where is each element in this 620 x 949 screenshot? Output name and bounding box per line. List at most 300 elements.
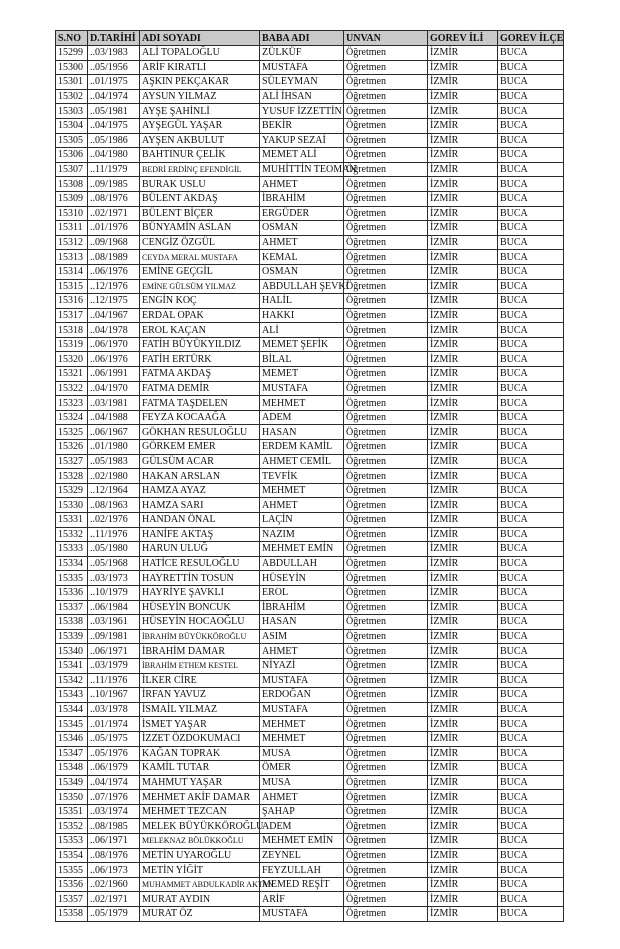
cell-title: Öğretmen bbox=[344, 702, 428, 717]
table-row bbox=[56, 527, 564, 542]
cell-district: BUCA bbox=[498, 819, 564, 834]
cell-name: BEDRİ ERDİNÇ EFENDİGİL bbox=[140, 162, 260, 177]
cell-title: Öğretmen bbox=[344, 206, 428, 221]
cell-sno: 15338 bbox=[56, 615, 88, 630]
cell-title: Öğretmen bbox=[344, 542, 428, 557]
cell-title: Öğretmen bbox=[344, 513, 428, 528]
cell-province: İZMİR bbox=[428, 177, 498, 192]
table-row bbox=[56, 89, 564, 104]
cell-date: ..03/1981 bbox=[88, 396, 140, 411]
cell-date: ..12/1976 bbox=[88, 279, 140, 294]
cell-father-name: ŞAHAP bbox=[260, 804, 344, 819]
cell-sno: 15320 bbox=[56, 352, 88, 367]
table-row bbox=[56, 177, 564, 192]
cell-date: ..03/1979 bbox=[88, 658, 140, 673]
cell-title: Öğretmen bbox=[344, 60, 428, 75]
cell-sno: 15301 bbox=[56, 75, 88, 90]
table-row bbox=[56, 702, 564, 717]
cell-province: İZMİR bbox=[428, 702, 498, 717]
cell-province: İZMİR bbox=[428, 834, 498, 849]
cell-district: BUCA bbox=[498, 775, 564, 790]
cell-date: ..08/1976 bbox=[88, 848, 140, 863]
table-row bbox=[56, 191, 564, 206]
table-row bbox=[56, 746, 564, 761]
cell-title: Öğretmen bbox=[344, 615, 428, 630]
table-row bbox=[56, 469, 564, 484]
cell-district: BUCA bbox=[498, 279, 564, 294]
cell-sno: 15313 bbox=[56, 250, 88, 265]
cell-province: İZMİR bbox=[428, 848, 498, 863]
cell-father-name: AHMET bbox=[260, 790, 344, 805]
cell-title: Öğretmen bbox=[344, 892, 428, 907]
cell-sno: 15356 bbox=[56, 877, 88, 892]
cell-date: ..05/1968 bbox=[88, 556, 140, 571]
cell-sno: 15308 bbox=[56, 177, 88, 192]
cell-date: ..04/1974 bbox=[88, 89, 140, 104]
cell-sno: 15312 bbox=[56, 235, 88, 250]
table-row bbox=[56, 629, 564, 644]
cell-name: MURAT AYDIN bbox=[140, 892, 260, 907]
cell-date: ..02/1971 bbox=[88, 206, 140, 221]
cell-date: ..10/1979 bbox=[88, 585, 140, 600]
cell-father-name: MEHMET bbox=[260, 396, 344, 411]
cell-father-name: ZÜLKÜF bbox=[260, 46, 344, 61]
header-district: GOREV İLÇE bbox=[498, 31, 564, 46]
cell-province: İZMİR bbox=[428, 775, 498, 790]
cell-district: BUCA bbox=[498, 513, 564, 528]
cell-name: ENGİN KOÇ bbox=[140, 294, 260, 309]
cell-sno: 15299 bbox=[56, 46, 88, 61]
cell-title: Öğretmen bbox=[344, 834, 428, 849]
cell-province: İZMİR bbox=[428, 352, 498, 367]
cell-name: İZZET ÖZDOKUMACI bbox=[140, 731, 260, 746]
cell-sno: 15342 bbox=[56, 673, 88, 688]
personnel-table bbox=[55, 30, 564, 922]
cell-district: BUCA bbox=[498, 731, 564, 746]
cell-sno: 15358 bbox=[56, 907, 88, 922]
cell-name: METİN UYAROĞLU bbox=[140, 848, 260, 863]
cell-province: İZMİR bbox=[428, 206, 498, 221]
cell-sno: 15328 bbox=[56, 469, 88, 484]
cell-title: Öğretmen bbox=[344, 775, 428, 790]
cell-date: ..11/1976 bbox=[88, 673, 140, 688]
cell-province: İZMİR bbox=[428, 381, 498, 396]
cell-district: BUCA bbox=[498, 410, 564, 425]
cell-district: BUCA bbox=[498, 658, 564, 673]
cell-father-name: HASAN bbox=[260, 615, 344, 630]
cell-name: HAKAN ARSLAN bbox=[140, 469, 260, 484]
table-row bbox=[56, 206, 564, 221]
cell-sno: 15314 bbox=[56, 264, 88, 279]
cell-sno: 15333 bbox=[56, 542, 88, 557]
cell-father-name: ERDEM KAMİL bbox=[260, 440, 344, 455]
cell-title: Öğretmen bbox=[344, 688, 428, 703]
cell-district: BUCA bbox=[498, 177, 564, 192]
cell-father-name: YAKUP SEZAİ bbox=[260, 133, 344, 148]
cell-date: ..09/1985 bbox=[88, 177, 140, 192]
cell-sno: 15336 bbox=[56, 585, 88, 600]
cell-father-name: HALİL bbox=[260, 294, 344, 309]
cell-province: İZMİR bbox=[428, 279, 498, 294]
cell-date: ..12/1964 bbox=[88, 483, 140, 498]
cell-province: İZMİR bbox=[428, 294, 498, 309]
cell-father-name: AHMET bbox=[260, 177, 344, 192]
cell-sno: 15346 bbox=[56, 731, 88, 746]
cell-date: ..05/1981 bbox=[88, 104, 140, 119]
cell-sno: 15317 bbox=[56, 308, 88, 323]
cell-province: İZMİR bbox=[428, 337, 498, 352]
cell-father-name: MEMED REŞİT bbox=[260, 877, 344, 892]
cell-province: İZMİR bbox=[428, 892, 498, 907]
cell-date: ..02/1976 bbox=[88, 513, 140, 528]
cell-date: ..04/1978 bbox=[88, 323, 140, 338]
table-row bbox=[56, 410, 564, 425]
table-row bbox=[56, 717, 564, 732]
cell-province: İZMİR bbox=[428, 118, 498, 133]
cell-name: HARUN ULUĞ bbox=[140, 542, 260, 557]
cell-province: İZMİR bbox=[428, 644, 498, 659]
cell-province: İZMİR bbox=[428, 191, 498, 206]
cell-father-name: MUSTAFA bbox=[260, 673, 344, 688]
table-row bbox=[56, 337, 564, 352]
cell-province: İZMİR bbox=[428, 688, 498, 703]
cell-title: Öğretmen bbox=[344, 337, 428, 352]
cell-date: ..06/1976 bbox=[88, 264, 140, 279]
cell-father-name: MUSTAFA bbox=[260, 907, 344, 922]
cell-father-name: EROL bbox=[260, 585, 344, 600]
cell-province: İZMİR bbox=[428, 513, 498, 528]
cell-province: İZMİR bbox=[428, 571, 498, 586]
cell-title: Öğretmen bbox=[344, 717, 428, 732]
cell-district: BUCA bbox=[498, 907, 564, 922]
cell-father-name: AHMET CEMİL bbox=[260, 454, 344, 469]
cell-father-name: AHMET bbox=[260, 644, 344, 659]
cell-name: İBRAHİM ETHEM KESTEL bbox=[140, 658, 260, 673]
cell-date: ..03/1961 bbox=[88, 615, 140, 630]
cell-father-name: KEMAL bbox=[260, 250, 344, 265]
cell-district: BUCA bbox=[498, 337, 564, 352]
cell-province: İZMİR bbox=[428, 264, 498, 279]
cell-district: BUCA bbox=[498, 440, 564, 455]
cell-district: BUCA bbox=[498, 294, 564, 309]
table-row bbox=[56, 381, 564, 396]
cell-title: Öğretmen bbox=[344, 585, 428, 600]
cell-title: Öğretmen bbox=[344, 790, 428, 805]
cell-date: ..01/1975 bbox=[88, 75, 140, 90]
cell-province: İZMİR bbox=[428, 133, 498, 148]
cell-province: İZMİR bbox=[428, 454, 498, 469]
cell-sno: 15302 bbox=[56, 89, 88, 104]
cell-father-name: BİLAL bbox=[260, 352, 344, 367]
cell-name: FATİH BÜYÜKYILDIZ bbox=[140, 337, 260, 352]
cell-father-name: MUSTAFA bbox=[260, 60, 344, 75]
cell-name: MAHMUT YAŞAR bbox=[140, 775, 260, 790]
cell-name: AYŞEGÜL YAŞAR bbox=[140, 118, 260, 133]
table-row bbox=[56, 148, 564, 163]
cell-father-name: HAKKI bbox=[260, 308, 344, 323]
cell-date: ..04/1974 bbox=[88, 775, 140, 790]
cell-father-name: ABDULLAH ŞEVKİ bbox=[260, 279, 344, 294]
cell-father-name: İBRAHİM bbox=[260, 600, 344, 615]
cell-father-name: ABDULLAH bbox=[260, 556, 344, 571]
cell-district: BUCA bbox=[498, 892, 564, 907]
table-row bbox=[56, 396, 564, 411]
cell-title: Öğretmen bbox=[344, 731, 428, 746]
cell-date: ..04/1980 bbox=[88, 148, 140, 163]
cell-name: HÜSEYİN BONCUK bbox=[140, 600, 260, 615]
cell-district: BUCA bbox=[498, 877, 564, 892]
cell-name: MELEKNAZ BÖLÜKKOĞLU bbox=[140, 834, 260, 849]
table-row bbox=[56, 542, 564, 557]
cell-name: İLKER CİRE bbox=[140, 673, 260, 688]
cell-sno: 15334 bbox=[56, 556, 88, 571]
cell-father-name: MUSA bbox=[260, 746, 344, 761]
cell-district: BUCA bbox=[498, 527, 564, 542]
table-row bbox=[56, 775, 564, 790]
cell-father-name: NAZIM bbox=[260, 527, 344, 542]
cell-name: FATMA AKDAŞ bbox=[140, 367, 260, 382]
cell-name: EMİNE GÜLSÜM YILMAZ bbox=[140, 279, 260, 294]
cell-name: BÜLENT AKDAŞ bbox=[140, 191, 260, 206]
cell-sno: 15322 bbox=[56, 381, 88, 396]
cell-district: BUCA bbox=[498, 585, 564, 600]
cell-name: MELEK BÜYÜKKÖROĞLU bbox=[140, 819, 260, 834]
cell-sno: 15319 bbox=[56, 337, 88, 352]
cell-title: Öğretmen bbox=[344, 804, 428, 819]
table-row bbox=[56, 352, 564, 367]
cell-title: Öğretmen bbox=[344, 410, 428, 425]
table-row bbox=[56, 571, 564, 586]
cell-title: Öğretmen bbox=[344, 454, 428, 469]
cell-sno: 15335 bbox=[56, 571, 88, 586]
cell-sno: 15349 bbox=[56, 775, 88, 790]
cell-title: Öğretmen bbox=[344, 658, 428, 673]
cell-district: BUCA bbox=[498, 556, 564, 571]
cell-province: İZMİR bbox=[428, 75, 498, 90]
cell-date: ..01/1980 bbox=[88, 440, 140, 455]
header-province: GOREV İLİ bbox=[428, 31, 498, 46]
cell-date: ..12/1975 bbox=[88, 294, 140, 309]
cell-name: KAMİL TUTAR bbox=[140, 761, 260, 776]
cell-father-name: BEKİR bbox=[260, 118, 344, 133]
table-row bbox=[56, 323, 564, 338]
cell-district: BUCA bbox=[498, 381, 564, 396]
cell-father-name: ERDOĞAN bbox=[260, 688, 344, 703]
cell-title: Öğretmen bbox=[344, 848, 428, 863]
cell-province: İZMİR bbox=[428, 804, 498, 819]
cell-district: BUCA bbox=[498, 615, 564, 630]
cell-date: ..02/1960 bbox=[88, 877, 140, 892]
cell-sno: 15318 bbox=[56, 323, 88, 338]
table-row bbox=[56, 731, 564, 746]
cell-sno: 15323 bbox=[56, 396, 88, 411]
cell-date: ..10/1967 bbox=[88, 688, 140, 703]
cell-name: MURAT ÖZ bbox=[140, 907, 260, 922]
cell-title: Öğretmen bbox=[344, 863, 428, 878]
cell-title: Öğretmen bbox=[344, 367, 428, 382]
cell-sno: 15321 bbox=[56, 367, 88, 382]
cell-name: EROL KAÇAN bbox=[140, 323, 260, 338]
table-row bbox=[56, 162, 564, 177]
table-row bbox=[56, 221, 564, 236]
cell-title: Öğretmen bbox=[344, 264, 428, 279]
cell-father-name: HÜSEYİN bbox=[260, 571, 344, 586]
cell-father-name: ÖMER bbox=[260, 761, 344, 776]
table-row bbox=[56, 454, 564, 469]
cell-date: ..05/1980 bbox=[88, 542, 140, 557]
cell-name: KAĞAN TOPRAK bbox=[140, 746, 260, 761]
cell-province: İZMİR bbox=[428, 162, 498, 177]
cell-province: İZMİR bbox=[428, 877, 498, 892]
cell-sno: 15309 bbox=[56, 191, 88, 206]
cell-title: Öğretmen bbox=[344, 440, 428, 455]
cell-father-name: ADEM bbox=[260, 410, 344, 425]
cell-district: BUCA bbox=[498, 863, 564, 878]
cell-title: Öğretmen bbox=[344, 425, 428, 440]
cell-name: GÖKHAN RESULOĞLU bbox=[140, 425, 260, 440]
cell-father-name: ARİF bbox=[260, 892, 344, 907]
cell-title: Öğretmen bbox=[344, 221, 428, 236]
cell-name: BURAK USLU bbox=[140, 177, 260, 192]
cell-title: Öğretmen bbox=[344, 761, 428, 776]
cell-sno: 15345 bbox=[56, 717, 88, 732]
cell-province: İZMİR bbox=[428, 235, 498, 250]
cell-province: İZMİR bbox=[428, 250, 498, 265]
header-name: ADI SOYADI bbox=[140, 31, 260, 46]
table-row bbox=[56, 834, 564, 849]
cell-sno: 15347 bbox=[56, 746, 88, 761]
table-row bbox=[56, 75, 564, 90]
cell-sno: 15350 bbox=[56, 790, 88, 805]
cell-province: İZMİR bbox=[428, 790, 498, 805]
cell-name: FEYZA KOCAAĞA bbox=[140, 410, 260, 425]
cell-district: BUCA bbox=[498, 600, 564, 615]
cell-province: İZMİR bbox=[428, 600, 498, 615]
cell-sno: 15304 bbox=[56, 118, 88, 133]
cell-date: ..09/1981 bbox=[88, 629, 140, 644]
cell-district: BUCA bbox=[498, 425, 564, 440]
cell-province: İZMİR bbox=[428, 629, 498, 644]
cell-district: BUCA bbox=[498, 848, 564, 863]
cell-title: Öğretmen bbox=[344, 308, 428, 323]
cell-district: BUCA bbox=[498, 629, 564, 644]
cell-date: ..08/1989 bbox=[88, 250, 140, 265]
cell-sno: 15324 bbox=[56, 410, 88, 425]
cell-sno: 15357 bbox=[56, 892, 88, 907]
cell-date: ..01/1974 bbox=[88, 717, 140, 732]
cell-father-name: LAÇİN bbox=[260, 513, 344, 528]
cell-name: BAHTINUR ÇELİK bbox=[140, 148, 260, 163]
cell-province: İZMİR bbox=[428, 148, 498, 163]
cell-sno: 15348 bbox=[56, 761, 88, 776]
cell-father-name: HASAN bbox=[260, 425, 344, 440]
cell-name: MEHMET AKİF DAMAR bbox=[140, 790, 260, 805]
cell-province: İZMİR bbox=[428, 731, 498, 746]
cell-father-name: MUSA bbox=[260, 775, 344, 790]
table-row bbox=[56, 892, 564, 907]
cell-district: BUCA bbox=[498, 454, 564, 469]
cell-sno: 15300 bbox=[56, 60, 88, 75]
cell-father-name: TEVFİK bbox=[260, 469, 344, 484]
cell-father-name: AHMET bbox=[260, 498, 344, 513]
cell-date: ..02/1971 bbox=[88, 892, 140, 907]
cell-district: BUCA bbox=[498, 46, 564, 61]
cell-sno: 15307 bbox=[56, 162, 88, 177]
cell-sno: 15330 bbox=[56, 498, 88, 513]
cell-father-name: ADEM bbox=[260, 819, 344, 834]
cell-name: EMİNE GEÇGİL bbox=[140, 264, 260, 279]
cell-province: İZMİR bbox=[428, 542, 498, 557]
cell-district: BUCA bbox=[498, 264, 564, 279]
table-row bbox=[56, 264, 564, 279]
cell-father-name: ALİ bbox=[260, 323, 344, 338]
table-row bbox=[56, 425, 564, 440]
cell-date: ..08/1976 bbox=[88, 191, 140, 206]
cell-district: BUCA bbox=[498, 104, 564, 119]
cell-sno: 15329 bbox=[56, 483, 88, 498]
cell-title: Öğretmen bbox=[344, 571, 428, 586]
cell-date: ..08/1985 bbox=[88, 819, 140, 834]
table-row bbox=[56, 790, 564, 805]
cell-father-name: MEMET bbox=[260, 367, 344, 382]
cell-province: İZMİR bbox=[428, 673, 498, 688]
table-row bbox=[56, 848, 564, 863]
document-page bbox=[55, 30, 563, 922]
cell-province: İZMİR bbox=[428, 46, 498, 61]
cell-province: İZMİR bbox=[428, 498, 498, 513]
cell-name: ALİ TOPALOĞLU bbox=[140, 46, 260, 61]
table-row bbox=[56, 60, 564, 75]
cell-name: HAMZA SARI bbox=[140, 498, 260, 513]
table-row bbox=[56, 600, 564, 615]
cell-date: ..04/1970 bbox=[88, 381, 140, 396]
cell-province: İZMİR bbox=[428, 527, 498, 542]
cell-title: Öğretmen bbox=[344, 250, 428, 265]
cell-name: BÜLENT BİÇER bbox=[140, 206, 260, 221]
table-row bbox=[56, 308, 564, 323]
table-row bbox=[56, 46, 564, 61]
cell-district: BUCA bbox=[498, 118, 564, 133]
table-row bbox=[56, 877, 564, 892]
cell-father-name: SÜLEYMAN bbox=[260, 75, 344, 90]
header-father-name: BABA ADI bbox=[260, 31, 344, 46]
cell-title: Öğretmen bbox=[344, 118, 428, 133]
cell-name: AŞKIN PEKÇAKAR bbox=[140, 75, 260, 90]
cell-name: AYŞEN AKBULUT bbox=[140, 133, 260, 148]
cell-name: FATİH ERTÜRK bbox=[140, 352, 260, 367]
cell-district: BUCA bbox=[498, 673, 564, 688]
header-date: D.TARİHİ bbox=[88, 31, 140, 46]
cell-father-name: MUSTAFA bbox=[260, 702, 344, 717]
cell-date: ..06/1967 bbox=[88, 425, 140, 440]
table-row bbox=[56, 440, 564, 455]
table-row bbox=[56, 644, 564, 659]
cell-province: İZMİR bbox=[428, 396, 498, 411]
cell-district: BUCA bbox=[498, 717, 564, 732]
cell-date: ..11/1976 bbox=[88, 527, 140, 542]
cell-date: ..06/1979 bbox=[88, 761, 140, 776]
cell-name: METİN YİĞİT bbox=[140, 863, 260, 878]
cell-date: ..06/1984 bbox=[88, 600, 140, 615]
cell-name: İBRAHİM DAMAR bbox=[140, 644, 260, 659]
cell-title: Öğretmen bbox=[344, 89, 428, 104]
cell-father-name: OSMAN bbox=[260, 264, 344, 279]
cell-name: GÜLSÜM ACAR bbox=[140, 454, 260, 469]
cell-sno: 15337 bbox=[56, 600, 88, 615]
cell-province: İZMİR bbox=[428, 440, 498, 455]
cell-district: BUCA bbox=[498, 323, 564, 338]
cell-name: HAYRETTİN TOSUN bbox=[140, 571, 260, 586]
